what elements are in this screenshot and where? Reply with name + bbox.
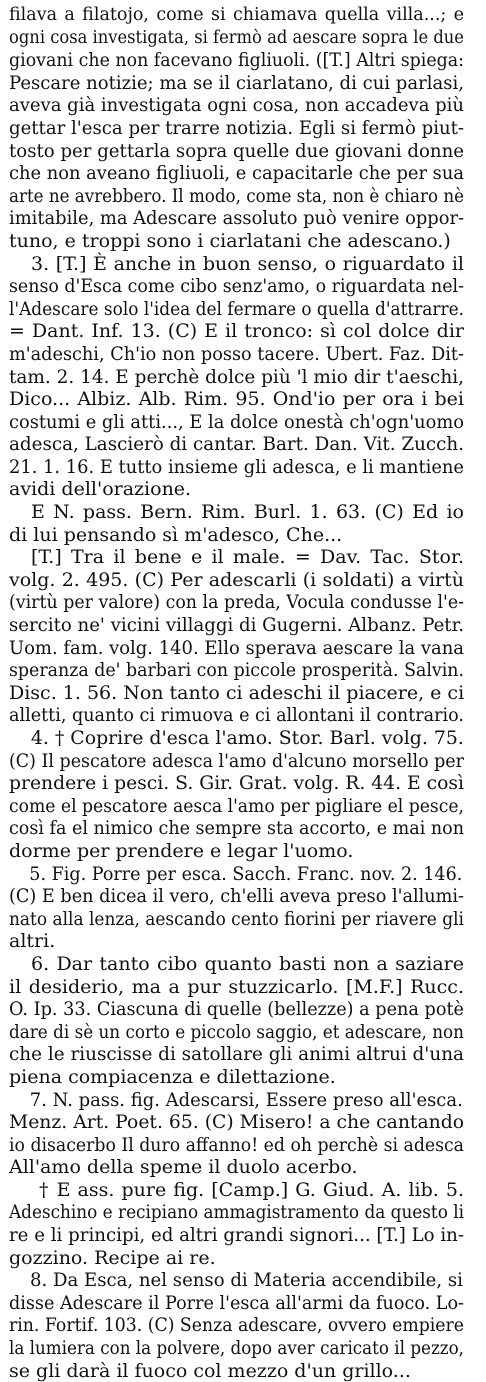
text-line: Adeschino e recipiano ammagistramento da questo li	[9, 1201, 465, 1224]
text-line: senso d'Esca come cibo senz'amo, o riguardata nel-	[9, 275, 465, 298]
text-line: = Dant. Inf. 13. (C) E il tronco: sì col dolce dir	[9, 320, 464, 343]
text-line: sercito ne' vicini villaggi di Gugerni. Albanz. Petr.	[9, 614, 465, 637]
text-line: così fa el nimico che sempre sta accorto, e mai non	[9, 817, 464, 840]
text-line: [T.] Tra il bene e il male. = Dav. Tac. Stor.	[31, 546, 464, 569]
text-line: † E ass. pure fig. [Camp.] G. Giud. A. lib. 5.	[39, 1178, 464, 1201]
text-line: aveva già investigata ogni cosa, non accadeva più	[9, 94, 465, 117]
text-line: 7. N. pass. fig. Adescarsi, Essere preso all'esca.	[29, 1088, 463, 1111]
text-line: rin. Fortif. 103. (C) Senza adescare, ovvero empiere	[9, 1314, 465, 1337]
text-line: Uom. fam. volg. 140. Ello sperava aescare la vana	[9, 636, 465, 659]
text-line: di lui pensando sì m'adesco, Che...	[9, 523, 343, 546]
text-line: All'amo della speme il duolo acerbo.	[9, 1156, 358, 1179]
text-line: (virtù per valore) con la preda, Vocula condusse l'e-	[9, 591, 465, 614]
text-line: 21. 1. 16. E tutto insieme gli adesca, e li mantiene	[9, 455, 464, 478]
text-line: la lumiera con la polvere, dopo aver caricato il pezzo,	[9, 1337, 464, 1360]
text-line: avidi dell'orazione.	[9, 478, 192, 501]
text-line: 3. [T.] È anche in buon senso, o riguardato il	[31, 252, 464, 275]
text-line: 8. Da Esca, nel senso di Materia accendibile, si	[29, 1269, 463, 1292]
text-line: 6. Dar tanto cibo quanto basti non a saziare	[31, 952, 464, 975]
text-line: tosto per gettarla sopra quelle due giovani donne	[9, 139, 464, 162]
text-line: Pescare notizie; ma se il ciarlatano, di cui parlasi,	[9, 71, 465, 94]
text-line: io disacerbo Il duro affanno! ed oh perchè si adesca	[9, 1133, 464, 1156]
text-line: tuno, e troppi sono i ciarlatani che adescano.)	[9, 229, 451, 252]
text-line: volg. 2. 495. (C) Per adescarli (i soldati) a virtù	[9, 568, 464, 591]
text-line: come el pescatore aesca l'amo per pigliare el pesce,	[9, 794, 464, 817]
text-line: (C) E ben dicea il vero, ch'elli aveva preso l'allumi-	[9, 885, 465, 908]
text-line: 5. Fig. Porre per esca. Sacch. Franc. nov. 2. 146.	[29, 862, 463, 885]
text-line: Disc. 1. 56. Non tanto ci adeschi il piacere, e ci	[9, 681, 465, 704]
text-line: gettar l'esca per trarre notizia. Egli si fermò piut-	[9, 116, 465, 139]
text-line: gozzino. Recipe ai re.	[9, 1246, 216, 1269]
text-line: re e li principi, ed altri grandi signori... [T.] Lo in-	[9, 1224, 465, 1247]
text-line: imitabile, ma Adescare assoluto può venire oppor-	[9, 207, 465, 230]
text-line: altri.	[9, 930, 56, 953]
text-line: che non aveano figliuoli, e capacitarle che per sua	[9, 162, 464, 185]
text-line: Dico... Albiz. Alb. Rim. 95. Ond'io per ora i bei	[9, 388, 464, 411]
text-line: costumi e gli atti..., E la dolce onestà ch'ogn'uomo	[9, 410, 464, 433]
text-line: tam. 2. 14. E perchè dolce più 'l mio dir t'aeschi,	[9, 365, 465, 388]
text-line: nato alla lenza, aescando cento fiorini per riavere gli	[9, 907, 464, 930]
text-line: E N. pass. Bern. Rim. Burl. 1. 63. (C) Ed io	[31, 501, 464, 524]
text-line: l'Adescare solo l'idea del fermare o quella d'attrarre.	[9, 297, 465, 320]
text-line: disse Adescare il Porre l'esca all'armi da fuoco. Lo-	[9, 1291, 465, 1314]
text-line: dorme per prendere e legar l'uomo.	[9, 839, 354, 862]
text-line: (C) Il pescatore adesca l'amo d'alcuno morsello per	[9, 749, 464, 772]
text-line: che le riuscisse di satollare gli animi altrui d'una	[9, 1043, 465, 1066]
text-line: filava a filatojo, come si chiamava quella villa...; e	[9, 5, 464, 25]
text-line: ogni cosa investigata, si fermò ad aescare sopra le due	[9, 27, 464, 48]
text-line: 4. † Coprire d'esca l'amo. Stor. Barl. volg. 75.	[30, 727, 464, 749]
text-line: Menz. Art. Poet. 65. (C) Misero! a che cantando	[9, 1111, 465, 1134]
text-line: adesca, Lascierò di cantar. Bart. Dan. Vit. Zucch.	[9, 433, 464, 456]
text-line: O. Ip. 33. Ciascuna di quelle (bellezze) a pena potè	[9, 998, 464, 1021]
text-line: prendere i pesci. S. Gir. Grat. volg. R. 44. E così	[9, 772, 464, 795]
text-line: alletti, quanto ci rimuova e ci allontani il contrario.	[9, 704, 464, 727]
text-line: il desiderio, ma a pur stuzzicarlo. [M.F.] Rucc.	[9, 975, 464, 998]
text-line: arte ne avrebbero. Il modo, come sta, non è chiaro nè	[9, 184, 465, 207]
text-line: speranza de' barbari con piccole prosperità. Salvin.	[9, 659, 465, 682]
text-line: dare di sè un corto e piccolo saggio, et adescare, non	[9, 1020, 464, 1043]
text-line: piena compiacenza e dilettazione.	[9, 1065, 336, 1088]
text-line: se gli darà il fuoco col mezzo d'un grillo...	[9, 1359, 411, 1382]
text-line: giovani che non facevano figliuoli. ([T.] Altri spiega:	[9, 49, 464, 72]
text-line: m'adeschi, Ch'io non posso tacere. Ubert. Faz. Dit-	[9, 342, 465, 365]
